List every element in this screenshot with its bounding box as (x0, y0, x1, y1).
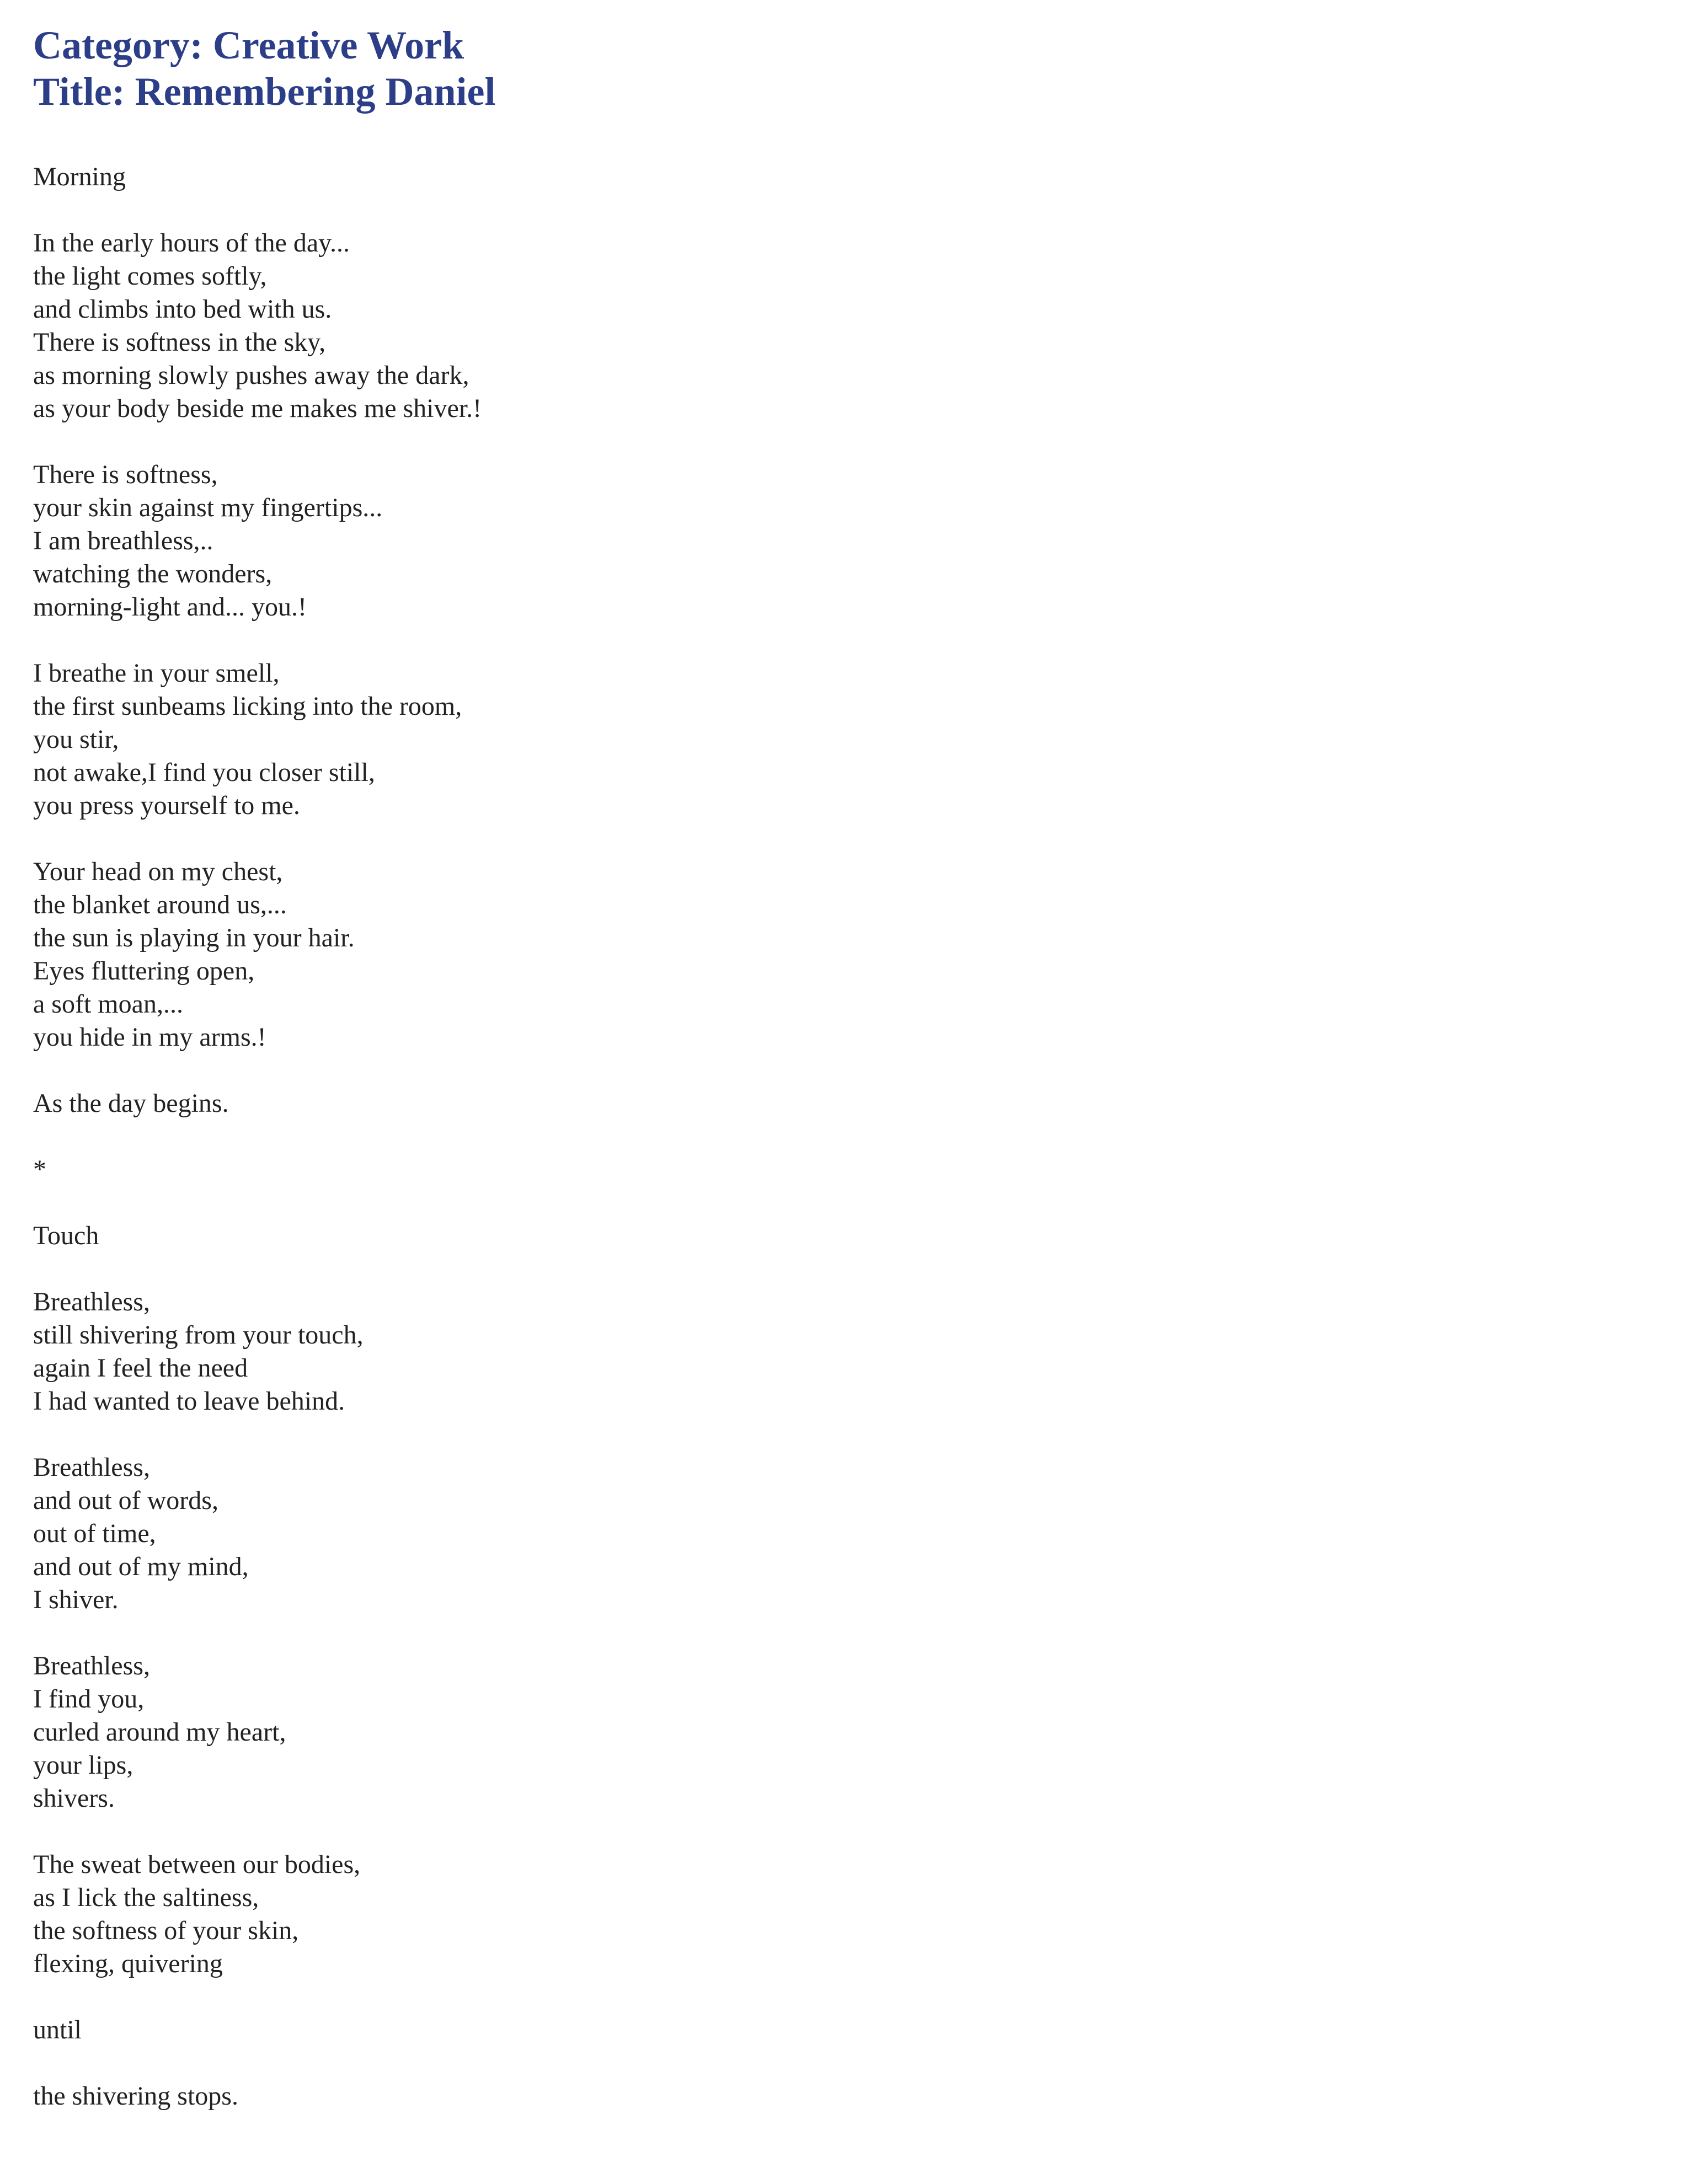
poem-line: In the early hours of the day... (33, 228, 350, 258)
poem-line: a soft moan,... (33, 989, 183, 1019)
poem-line: as your body beside me makes me shiver.! (33, 394, 482, 423)
stanza-break (33, 1418, 1633, 1451)
document-page (33, 22, 1633, 2113)
stanza-break (33, 1120, 1633, 1153)
poem-line: I shiver. (33, 1585, 119, 1614)
stanza-break (33, 822, 1633, 855)
poem-line: still shivering from your touch, (33, 1320, 364, 1350)
stanza-break (33, 1980, 1633, 2014)
poem-line: your skin against my fingertips... (33, 493, 383, 522)
stanza-break (33, 1186, 1633, 1219)
poem-line: I am breathless,.. (33, 526, 213, 555)
poem-line: * (33, 1155, 46, 1184)
poem-line: the first sunbeams licking into the room, (33, 692, 462, 721)
poem-line: Morning (33, 162, 126, 191)
poem-line: and climbs into bed with us. (33, 295, 332, 324)
poem-line: out of time, (33, 1519, 156, 1548)
poem-line: and out of words, (33, 1486, 218, 1515)
stanza-break (33, 2047, 1633, 2080)
poem-line: Breathless, (33, 1453, 150, 1482)
poem-line: the softness of your skin, (33, 1916, 299, 1945)
poem-line: There is softness, (33, 460, 218, 489)
poem-line: There is softness in the sky, (33, 328, 326, 357)
poem-line: Touch (33, 1221, 99, 1250)
title-heading: Title: Remembering Daniel (33, 69, 496, 114)
poem-line: until (33, 2015, 82, 2044)
stanza-break (33, 425, 1633, 458)
poem-line: As the day begins. (33, 1089, 229, 1118)
poem-line: Eyes fluttering open, (33, 956, 255, 986)
stanza-break (33, 1616, 1633, 1650)
poem-line: not awake,I find you closer still, (33, 758, 375, 787)
poem-body (33, 160, 1633, 2113)
stanza-break (33, 194, 1633, 227)
stanza-break (33, 624, 1633, 657)
poem-line: the blanket around us,... (33, 890, 287, 919)
poem-line: Breathless, (33, 1287, 150, 1316)
poem-line: and out of my mind, (33, 1552, 249, 1581)
poem-line: flexing, quivering (33, 1949, 223, 1978)
poem-line: I had wanted to leave behind. (33, 1387, 345, 1416)
poem-line: you stir, (33, 725, 119, 754)
poem-line: I breathe in your smell, (33, 659, 280, 688)
poem-line: the light comes softly, (33, 261, 267, 291)
poem-line: I find you, (33, 1684, 145, 1714)
category-heading: Category: Creative Work (33, 23, 464, 67)
poem-line: morning-light and... you.! (33, 592, 307, 622)
poem-line: Breathless, (33, 1651, 150, 1680)
poem-line: you hide in my arms.! (33, 1023, 266, 1052)
poem-line: as I lick the saltiness, (33, 1883, 259, 1912)
poem-line: the shivering stops. (33, 2081, 238, 2111)
poem-line: watching the wonders, (33, 559, 273, 588)
poem-line: the sun is playing in your hair. (33, 923, 355, 952)
stanza-break (33, 1815, 1633, 1848)
document-header (33, 22, 1633, 115)
poem-line: Your head on my chest, (33, 857, 283, 886)
poem-line: as morning slowly pushes away the dark, (33, 361, 469, 390)
poem-line: again I feel the need (33, 1353, 248, 1383)
poem-line: you press yourself to me. (33, 791, 300, 820)
poem-line: shivers. (33, 1784, 115, 1813)
poem-line: The sweat between our bodies, (33, 1850, 361, 1879)
stanza-break (33, 1054, 1633, 1087)
poem-line: curled around my heart, (33, 1717, 286, 1747)
poem-line: your lips, (33, 1751, 133, 1780)
stanza-break (33, 1252, 1633, 1286)
